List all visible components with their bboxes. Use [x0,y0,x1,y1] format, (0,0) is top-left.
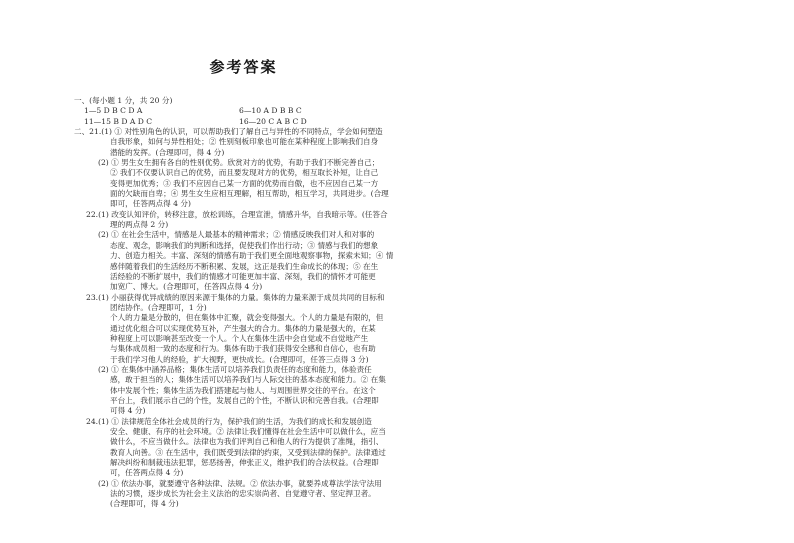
q22-part2-line: 活经验的不断扩展中，我们的情感才可能更加丰富、深刻，我们的情怀才可能更 [110,271,376,281]
q23-part2-line: 可得 4 分) [110,406,146,416]
q22-part2-line: (2) ① 在社会生活中，情感是人最基本的精神需求；② 情感反映我们对人和对事的 [98,230,375,240]
mc-answers-6-10: 6—10 A D B B C [239,106,302,116]
q24-part1-line: 解决纠纷和制裁违法犯罪，惩恶扬善，伸张正义，维护我们的合法权益。(合理即 [110,458,379,468]
q22-part2-line: 态度、观念，影响我们的判断和选择，促使我们作出行动；③ 情感与我们的想象 [110,240,379,250]
q21-part1-line: 二、21.(1) ① 对性别角色的认识，可以帮助我们了解自己与异性的不同特点，学会如何塑造 [74,127,383,137]
answer-content [74,96,404,510]
page-title: 参考答案 [209,58,278,76]
mc-answers-11-15: 11—15 B D A D C [84,116,153,126]
q21-part2-line: 面的欠缺而自卑；④ 男生女生应相互理解，相互帮助，相互学习，共同进步。(合理 [110,189,389,199]
q24-part1-line: 做什么，不应当做什么。法律也为我们评判自己和他人的行为提供了准绳，指引、 [110,437,384,447]
q23-part2-line: 体中发展个性；集体生活为我们搭建起与他人、与周围世界交往的平台。在这个 [110,385,376,395]
q24-part1-line: 安全、健康、有序的社会环境。② 法律让我们懂得在社会生活中可以做什么，应当 [110,427,386,436]
q22-part1-line: 22.(1) 改变认知评价，转移注意，放松训练，合理宣泄，情感升华，自我暗示等。(任答合 [86,209,388,219]
q24-part1-line: 24.(1) ① 法律规范全体社会成员的行为，保护我们的生活，为我们的成长和发展创造 [86,416,372,426]
q21-part2-line: 变得更加优秀；③ 我们不应因自己某一方面的优势而自傲，也不应因自己某一方 [110,178,379,188]
q23-part2-line: (2) ① 在集体中涵养品格；集体生活可以培养我们负责任的态度和能力，体验责任 [98,364,372,374]
mc-answer-row [74,117,404,127]
q24-part2-line: (合理即可，得 4 分) [110,499,179,509]
q24-part1-line: 教育人向善。③ 在生活中，我们既受到法律的约束，又受到法律的保护。法律通过 [110,447,386,457]
q23-part1-line: 种程度上可以影响甚至改变一个人。个人在集体生活中会自觉或不自觉地产生 [110,333,369,343]
mc-answer-row [74,106,404,116]
q23-part1-line: 23.(1) 小丽获得优异成绩的原因来源于集体的力量。集体的力量来源于成员共同的目标和 [86,292,385,302]
q21-part2-line: 即可，任答两点得 4 分) [110,199,191,209]
mc-answers-16-20: 16—20 C A B C D [239,116,307,126]
q22-part2-line: 力、创造力相关。丰富、深刻的情感有助于我们更全面地观察事物，探索未知；④ 情 [110,251,394,261]
q21-part1-line: 自我形象，如何与异性相处；② 性别刻板印象也可能在某种程度上影响我们自身 [110,137,379,147]
section-one-header: 一、(每小题 1 分，共 20 分) [74,96,173,105]
q22-part2-line: 加宽广、博大。(合理即可，任答四点得 4 分) [110,282,263,292]
q24-part2-line: (2) ① 依法办事，就要遵守各种法律、法规。② 依法办事，就要养成尊法学法守法用 [98,478,382,488]
q23-part1-line: 与集体成员相一致的态度和行为。集体有助于我们获得安全感和自信心，也有助 [110,344,376,354]
q22-part2-line: 感伴随着我们的生活经历不断积累、发展，这正是我们生命成长的体现；⑤ 在生 [110,261,379,271]
q23-part1-line: 团结协作。(合理即可，1 分) [110,302,207,312]
q23-part1-line: 个人的力量是分散的，但在集体中汇聚，就会变得强大。个人的力量是有限的，但 [110,313,384,323]
q24-part1-line: 可，任答两点得 4 分) [110,468,184,478]
q23-part1-line: 通过优化组合可以实现优势互补，产生强大的合力。集体的力量是强大的，在某 [110,323,376,333]
q21-part1-line: 潜能的发挥。(合理即可，得 4 分) [110,147,225,157]
q21-part2-line: (2) ① 男生女生拥有各自的性别优势。欣赏对方的优势，有助于我们不断完善自己； [98,158,380,168]
q23-part2-line: 平台上，我们展示自己的个性，发展自己的个性，不断认识和完善自我。(合理即 [110,395,379,405]
q22-part1-line: 理的两点得 2 分) [110,220,169,230]
q23-part2-line: 感，敢于担当的人；集体生活可以培养我们与人际交往的基本态度和能力。② 在集 [110,375,386,385]
q24-part2-line: 法的习惯，逐步成长为社会主义法治的忠实崇尚者、自觉遵守者、坚定捍卫者。 [110,489,376,499]
q23-part1-line: 于我们学习他人的经验，扩大视野，更快成长。(合理即可，任答三点得 3 分) [110,354,369,364]
q21-part2-line: ② 我们不仅要认识自己的优势，而且要发现对方的优势，相互取长补短，让自己 [110,168,379,178]
mc-answers-1-5: 1—5 D B C D A [84,106,143,116]
